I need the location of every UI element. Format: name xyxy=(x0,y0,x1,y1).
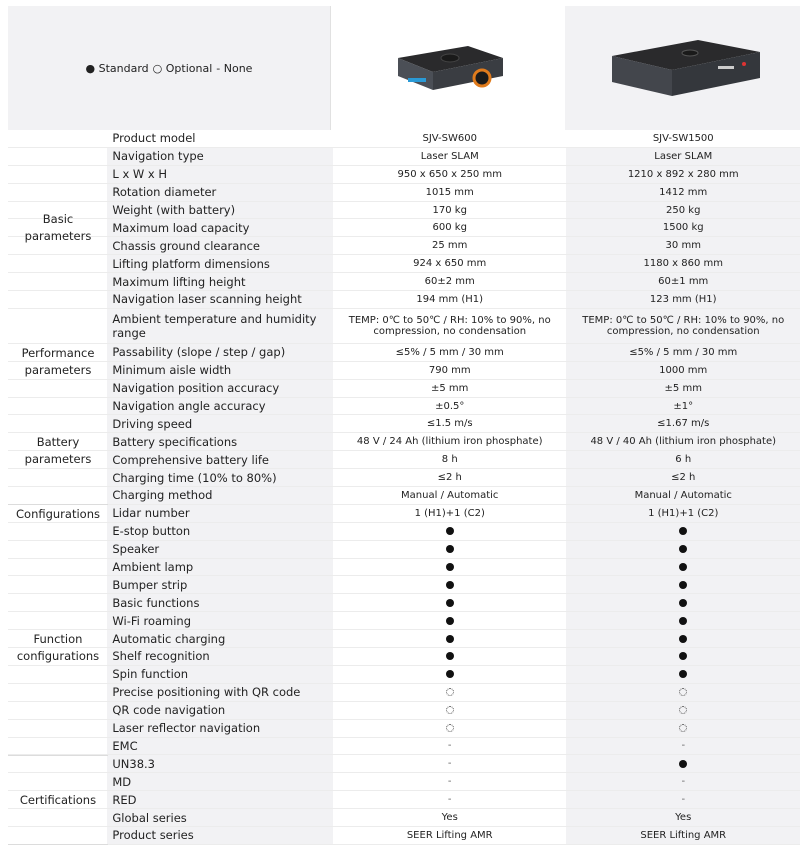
spec-label: Battery specifications xyxy=(107,433,333,450)
optional-icon xyxy=(679,706,687,714)
group-label: Function configurations xyxy=(16,632,100,664)
sw1500-value: 1500 kg xyxy=(566,219,800,236)
sw600-value: 600 kg xyxy=(333,219,567,236)
standard-icon xyxy=(679,670,687,678)
legend xyxy=(8,6,330,130)
sw1500-value: Yes xyxy=(566,809,800,826)
sw600-value: 1 (H1)+1 (C2) xyxy=(333,505,567,522)
spec-row xyxy=(8,576,800,594)
spec-label: Precise positioning with QR code xyxy=(107,684,333,701)
spec-row xyxy=(8,791,800,809)
spec-label: Weight (with battery) xyxy=(107,202,333,219)
none-mark: - xyxy=(447,794,452,806)
sw1500-value: ≤1.67 m/s xyxy=(566,415,800,432)
sw600-value xyxy=(333,541,567,558)
sw1500-value: ±1° xyxy=(566,398,800,415)
spec-label: Wi-Fi roaming xyxy=(107,612,333,629)
legend-standard: ● Standard xyxy=(85,61,149,75)
spec-label: Speaker xyxy=(107,541,333,558)
spec-row xyxy=(8,541,800,559)
standard-icon xyxy=(679,635,687,643)
spec-row xyxy=(8,130,800,148)
spec-row xyxy=(8,398,800,416)
spec-table xyxy=(8,130,800,845)
sw1500-value xyxy=(566,684,800,701)
spec-row xyxy=(8,630,800,648)
sw600-value: 25 mm xyxy=(333,237,567,254)
standard-icon xyxy=(679,617,687,625)
sw600-value xyxy=(333,523,567,540)
legend-optional: ○ Optional xyxy=(152,61,213,75)
spec-label: Ambient temperature and humidity range xyxy=(107,309,333,343)
spec-row xyxy=(8,487,800,505)
sw1500-value: 1210 x 892 x 280 mm xyxy=(566,166,800,183)
none-mark: - xyxy=(447,758,452,770)
spec-label: Navigation type xyxy=(107,148,333,165)
sw1500-value: Manual / Automatic xyxy=(566,487,800,504)
sw600-value: 950 x 650 x 250 mm xyxy=(333,166,567,183)
spec-label: Automatic charging xyxy=(107,630,333,647)
spec-label: Rotation diameter xyxy=(107,184,333,201)
sw1500-value xyxy=(566,594,800,611)
none-mark: - xyxy=(681,776,686,788)
spec-row xyxy=(8,809,800,827)
sw1500-value: 1180 x 860 mm xyxy=(566,255,800,272)
spec-label: Lifting platform dimensions xyxy=(107,255,333,272)
spec-label: Product model xyxy=(107,130,333,147)
sw1500-value: ≤2 h xyxy=(566,469,800,486)
sw600-value: 1015 mm xyxy=(333,184,567,201)
sw1500-value: 1000 mm xyxy=(566,362,800,379)
sw600-value xyxy=(333,612,567,629)
spec-label: Chassis ground clearance xyxy=(107,237,333,254)
spec-row xyxy=(8,720,800,738)
spec-label: Ambient lamp xyxy=(107,559,333,576)
sw600-value: Manual / Automatic xyxy=(333,487,567,504)
spec-row xyxy=(8,184,800,202)
sw600-value: 48 V / 24 Ah (lithium iron phosphate) xyxy=(333,433,567,450)
none-mark: - xyxy=(681,794,686,806)
spec-row xyxy=(8,273,800,291)
sw1500-value: 30 mm xyxy=(566,237,800,254)
product-image-sw600 xyxy=(330,6,565,130)
sw600-value: 790 mm xyxy=(333,362,567,379)
spec-label: Bumper strip xyxy=(107,576,333,593)
sw600-value xyxy=(333,773,567,790)
spec-label: Navigation angle accuracy xyxy=(107,398,333,415)
spec-label: Passability (slope / step / gap) xyxy=(107,344,333,361)
sw1500-value xyxy=(566,648,800,665)
spec-row xyxy=(8,362,800,380)
spec-row xyxy=(8,309,800,344)
spec-label: Navigation position accuracy xyxy=(107,380,333,397)
sw600-value: 8 h xyxy=(333,451,567,468)
spec-label: Spin function xyxy=(107,666,333,683)
sw600-value: ±5 mm xyxy=(333,380,567,397)
standard-icon xyxy=(446,670,454,678)
sw600-value: ≤2 h xyxy=(333,469,567,486)
sw1500-value: TEMP: 0℃ to 50℃ / RH: 10% to 90%, no compression, no condensation xyxy=(566,309,800,343)
sw1500-value: 1412 mm xyxy=(566,184,800,201)
spec-label: Lidar number xyxy=(107,505,333,522)
spec-row xyxy=(8,255,800,273)
standard-icon xyxy=(679,545,687,553)
standard-icon xyxy=(446,545,454,553)
spec-label: L x W x H xyxy=(107,166,333,183)
spec-row xyxy=(8,415,800,433)
sw600-value: 170 kg xyxy=(333,202,567,219)
spec-row xyxy=(8,648,800,666)
sw1500-value: 60±1 mm xyxy=(566,273,800,290)
spec-row xyxy=(8,291,800,309)
sw600-value xyxy=(333,720,567,737)
group-label: Battery parameters xyxy=(24,435,92,467)
sw600-value xyxy=(333,559,567,576)
standard-icon xyxy=(679,652,687,660)
standard-icon xyxy=(446,652,454,660)
sw1500-value xyxy=(566,612,800,629)
sw1500-value xyxy=(566,755,800,772)
spec-row xyxy=(8,219,800,237)
optional-icon xyxy=(679,724,687,732)
sw600-value xyxy=(333,684,567,701)
sw1500-value xyxy=(566,773,800,790)
standard-icon xyxy=(446,617,454,625)
sw1500-value: 123 mm (H1) xyxy=(566,291,800,308)
sw1500-value: 1 (H1)+1 (C2) xyxy=(566,505,800,522)
spec-row xyxy=(8,666,800,684)
spec-label: Basic functions xyxy=(107,594,333,611)
sw600-value: ≤5% / 5 mm / 30 mm xyxy=(333,344,567,361)
standard-icon xyxy=(446,581,454,589)
standard-icon xyxy=(446,599,454,607)
group-label: Performance parameters xyxy=(21,346,95,378)
spec-row xyxy=(8,380,800,398)
sw600-value: SEER Lifting AMR xyxy=(333,827,567,844)
none-mark: - xyxy=(447,776,452,788)
group-divider xyxy=(8,755,108,756)
sw600-value: TEMP: 0℃ to 50℃ / RH: 10% to 90%, no compression, no condensation xyxy=(333,309,567,343)
sw600-value xyxy=(333,630,567,647)
spec-label: EMC xyxy=(107,738,333,755)
sw1500-value: 250 kg xyxy=(566,202,800,219)
sw600-value xyxy=(333,576,567,593)
spec-row xyxy=(8,702,800,720)
spec-row xyxy=(8,523,800,541)
standard-icon xyxy=(679,760,687,768)
optional-icon xyxy=(679,688,687,696)
spec-row xyxy=(8,469,800,487)
sw600-value xyxy=(333,791,567,808)
spec-label: Maximum lifting height xyxy=(107,273,333,290)
standard-icon xyxy=(679,527,687,535)
sw600-value: SJV-SW600 xyxy=(333,130,567,147)
group-divider xyxy=(8,504,108,505)
spec-label: Comprehensive battery life xyxy=(107,451,333,468)
sw1500-value xyxy=(566,576,800,593)
standard-icon xyxy=(679,563,687,571)
sw1500-value xyxy=(566,559,800,576)
spec-label: E-stop button xyxy=(107,523,333,540)
standard-icon xyxy=(446,563,454,571)
spec-row xyxy=(8,148,800,166)
spec-label: Product series xyxy=(107,827,333,844)
spec-label: Minimum aisle width xyxy=(107,362,333,379)
standard-icon xyxy=(446,527,454,535)
group-label: Certifications xyxy=(19,792,97,807)
sw600-value: Yes xyxy=(333,809,567,826)
sw1500-value: Laser SLAM xyxy=(566,148,800,165)
sw600-value: 924 x 650 mm xyxy=(333,255,567,272)
sw600-value: 60±2 mm xyxy=(333,273,567,290)
spec-row xyxy=(8,773,800,791)
spec-row xyxy=(8,612,800,630)
sw1500-value xyxy=(566,523,800,540)
robot-sw1500-image xyxy=(598,28,768,108)
spec-row xyxy=(8,559,800,577)
optional-icon xyxy=(446,706,454,714)
spec-row xyxy=(8,594,800,612)
sw600-value xyxy=(333,702,567,719)
spec-row xyxy=(8,433,800,451)
optional-icon xyxy=(446,724,454,732)
sw1500-value xyxy=(566,738,800,755)
spec-label: Maximum load capacity xyxy=(107,219,333,236)
spec-label: Laser reflector navigation xyxy=(107,720,333,737)
sw600-value: ±0.5° xyxy=(333,398,567,415)
none-mark: - xyxy=(447,740,452,752)
spec-label: Shelf recognition xyxy=(107,648,333,665)
legend-none: - None xyxy=(216,61,253,75)
spec-row xyxy=(8,684,800,702)
group-label: Configurations xyxy=(16,506,100,521)
sw1500-value: 48 V / 40 Ah (lithium iron phosphate) xyxy=(566,433,800,450)
spec-label: Charging method xyxy=(107,487,333,504)
sw1500-value xyxy=(566,666,800,683)
standard-icon xyxy=(679,581,687,589)
standard-icon xyxy=(446,635,454,643)
spec-row xyxy=(8,166,800,184)
spec-row xyxy=(8,505,800,523)
spec-label: UN38.3 xyxy=(107,755,333,772)
sw1500-value xyxy=(566,541,800,558)
sw1500-value: SJV-SW1500 xyxy=(566,130,800,147)
spec-row xyxy=(8,344,800,362)
spec-label: Charging time (10% to 80%) xyxy=(107,469,333,486)
sw600-value: ≤1.5 m/s xyxy=(333,415,567,432)
sw600-value xyxy=(333,738,567,755)
sw600-value: 194 mm (H1) xyxy=(333,291,567,308)
spec-label: Driving speed xyxy=(107,415,333,432)
sw600-value xyxy=(333,594,567,611)
spec-row xyxy=(8,755,800,773)
sw1500-value: ±5 mm xyxy=(566,380,800,397)
product-image-sw1500 xyxy=(565,6,800,130)
sw1500-value: SEER Lifting AMR xyxy=(566,827,800,844)
sw1500-value xyxy=(566,702,800,719)
header-row xyxy=(8,6,800,130)
group-label: Basic parameters xyxy=(24,212,92,244)
sw1500-value xyxy=(566,630,800,647)
sw600-value xyxy=(333,648,567,665)
spec-label: RED xyxy=(107,791,333,808)
spec-label: Global series xyxy=(107,809,333,826)
spec-label: MD xyxy=(107,773,333,790)
optional-icon xyxy=(446,688,454,696)
sw1500-value xyxy=(566,791,800,808)
sw600-value xyxy=(333,666,567,683)
spec-row xyxy=(8,738,800,756)
spec-row xyxy=(8,202,800,220)
sw600-value xyxy=(333,755,567,772)
none-mark: - xyxy=(681,740,686,752)
spec-row xyxy=(8,237,800,255)
spec-row xyxy=(8,827,800,845)
standard-icon xyxy=(679,599,687,607)
spec-row xyxy=(8,451,800,469)
spec-label: QR code navigation xyxy=(107,702,333,719)
spec-label: Navigation laser scanning height xyxy=(107,291,333,308)
sw1500-value xyxy=(566,720,800,737)
sw1500-value: 6 h xyxy=(566,451,800,468)
sw1500-value: ≤5% / 5 mm / 30 mm xyxy=(566,344,800,361)
sw600-value: Laser SLAM xyxy=(333,148,567,165)
robot-sw600-image xyxy=(378,28,518,108)
